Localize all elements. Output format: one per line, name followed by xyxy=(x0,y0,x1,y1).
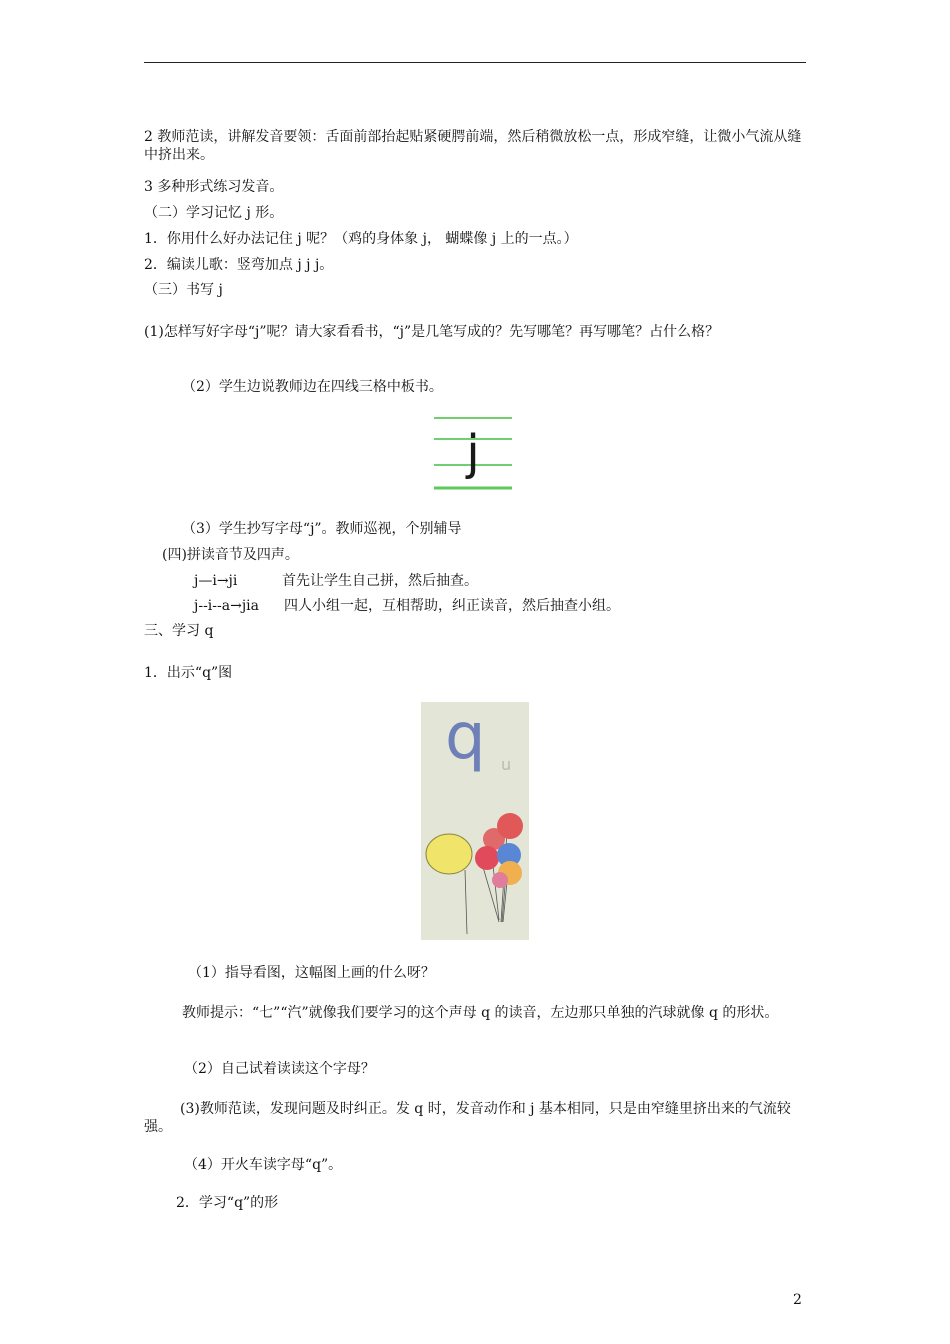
paragraph-teacher-hint: 教师提示：“七”“汽”就像我们要学习的这个声母 q 的读音，左边那只单独的汽球就像 q 的形状。 xyxy=(182,1005,779,1021)
balloon-red-3 xyxy=(475,846,499,870)
balloon-red-2 xyxy=(497,813,523,839)
syllable-jia: j--i--a→jia xyxy=(194,598,259,614)
heading-learn-q: 三、学习 q xyxy=(144,623,214,639)
paragraph-train-reading: （4）开火车读字母“q”。 xyxy=(184,1157,343,1173)
paragraph-teacher-correct: (3)教师范读，发现问题及时纠正。发 q 时，发音动作和 j 基本相同，只是由窄缝里挤出来的气流较强。 xyxy=(144,1101,791,1135)
page-number: 2 xyxy=(793,1292,802,1308)
heading-learn-q-shape: 2．学习“q”的形 xyxy=(176,1195,279,1211)
heading-memorize-j: （二）学习记忆 j 形。 xyxy=(144,205,284,221)
q-balloon-picture xyxy=(421,702,529,940)
letter-q: q xyxy=(445,702,486,774)
syllable-jia-note: 四人小组一起，互相帮助，纠正读音，然后抽查小组。 xyxy=(284,598,620,614)
syllable-ji-note: 首先让学生自己拼，然后抽查。 xyxy=(282,573,478,589)
heading-syllables: (四)拼读音节及四声。 xyxy=(162,547,299,563)
paragraph-board-writing: （2）学生边说教师边在四线三格中板书。 xyxy=(182,379,443,395)
paragraph-memory-tip: 1．你用什么好办法记住 j 呢？（鸡的身体象 j， 蝴蝶像 j 上的一点。） xyxy=(144,231,578,247)
paragraph-practice: 3 多种形式练习发音。 xyxy=(144,179,284,195)
paragraph-show-q-picture: 1．出示“q”图 xyxy=(144,665,233,681)
paragraph-try-reading: （2）自己试着读读这个字母？ xyxy=(184,1061,375,1077)
single-yellow-balloon xyxy=(426,834,472,874)
header-rule xyxy=(144,62,806,63)
balloon-pink xyxy=(492,872,508,888)
letter-j: j xyxy=(466,425,480,481)
paragraph-how-to-write: (1)怎样写好字母“j”呢？请大家看看书，“j”是几笔写成的？先写哪笔？再写哪笔？占什么格？ xyxy=(144,324,720,340)
paragraph-rhyme: 2．编读儿歌：竖弯加点 j j j。 xyxy=(144,257,334,273)
four-line-grid-j-figure xyxy=(434,412,512,494)
syllable-ji: j—i→ji xyxy=(194,573,238,589)
paragraph-copy-letter: （3）学生抄写字母“j”。教师巡视，个别辅导 xyxy=(182,521,462,537)
paragraph-guide-picture: （1）指导看图，这幅图上画的什么呀？ xyxy=(188,965,435,981)
paragraph-teacher-demo: 2 教师范读，讲解发音要领：舌面前部抬起贴紧硬腭前端，然后稍微放松一点，形成窄缝，让微小气流从缝中挤出来。 xyxy=(144,129,802,163)
heading-write-j: （三）书写 j xyxy=(144,282,223,298)
letter-u-small: u xyxy=(501,755,512,774)
